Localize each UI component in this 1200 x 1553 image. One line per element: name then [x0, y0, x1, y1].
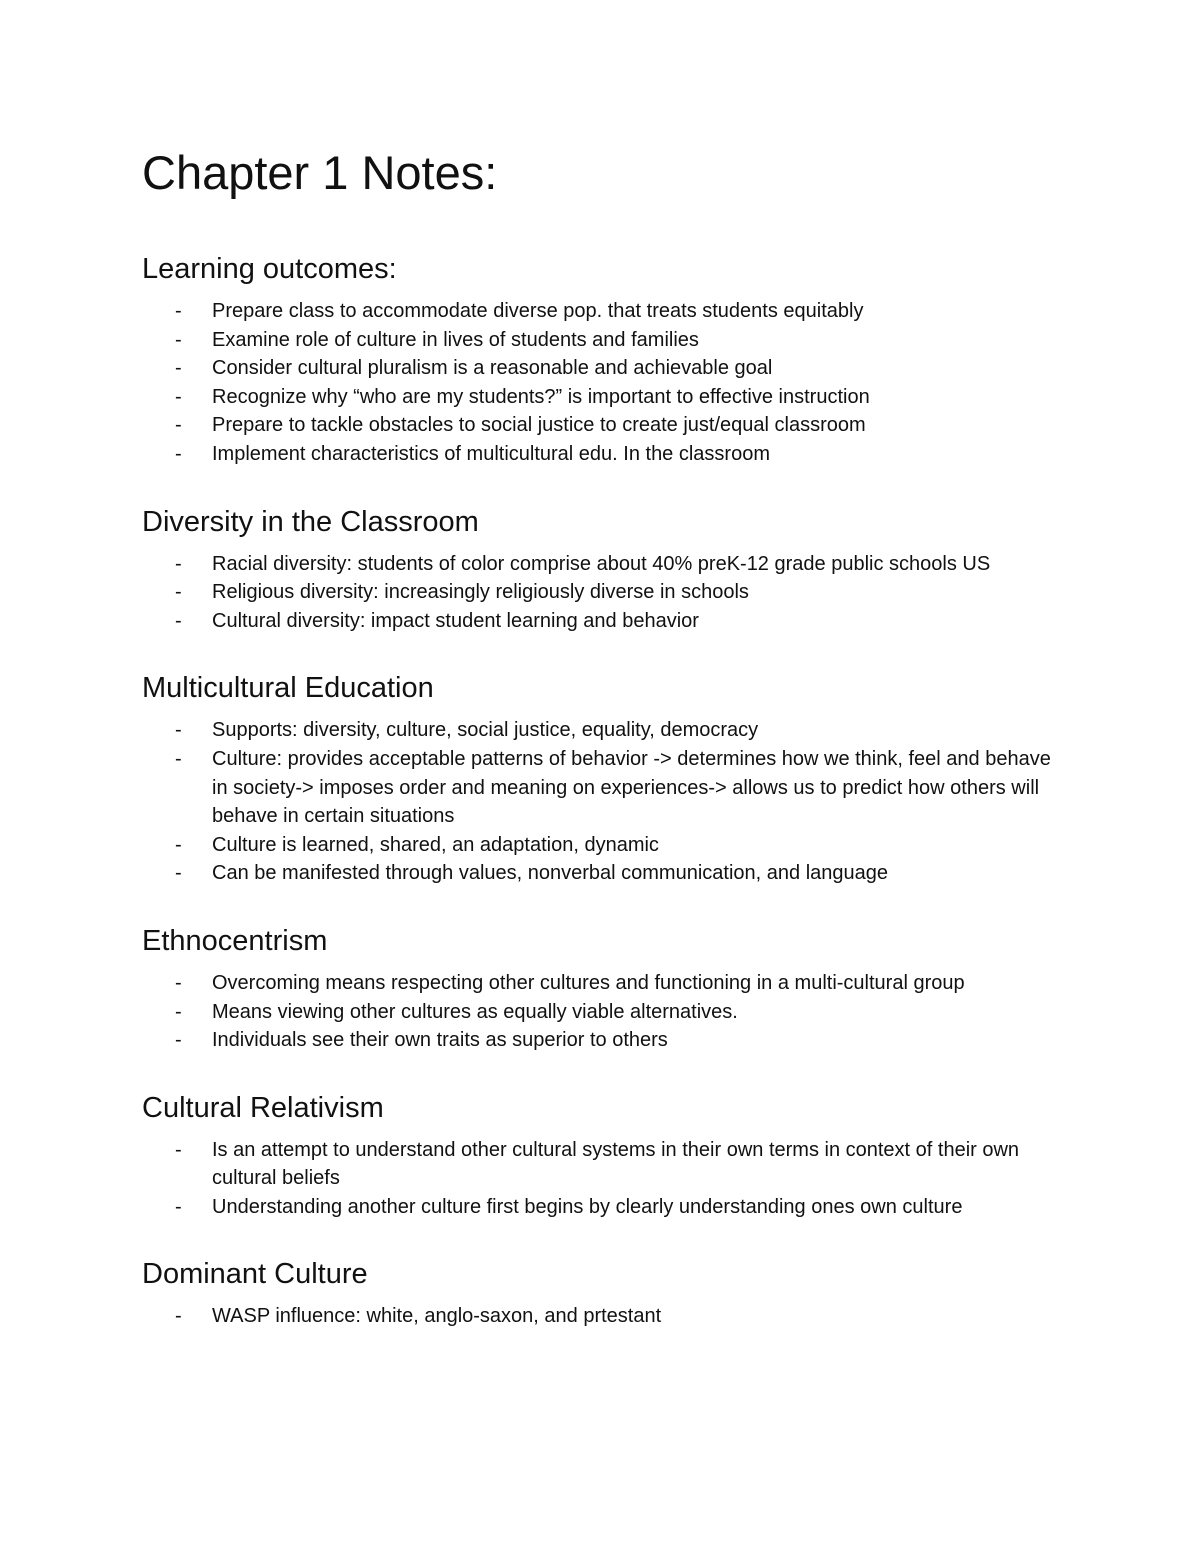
section-heading: Ethnocentrism [142, 924, 328, 957]
list-item [142, 745, 1062, 831]
bullet-list [142, 297, 1062, 469]
list-item-text: Means viewing other cultures as equally viable alternatives. [212, 1000, 738, 1023]
list-item [142, 607, 1062, 636]
list-item-text: Is an attempt to understand other cultural systems in their own terms in context of their own cultural beliefs [212, 1138, 1020, 1190]
list-item-text: Racial diversity: students of color comprise about 40% preK-12 grade public schools US [212, 552, 991, 575]
notes-sections [142, 251, 1062, 1331]
notes-section [142, 1256, 1062, 1331]
list-item [142, 716, 1062, 745]
list-item-text: Implement characteristics of multicultural edu. In the classroom [212, 442, 770, 465]
list-item-text: Culture is learned, shared, an adaptation, dynamic [212, 833, 659, 856]
bullet-dash: - [175, 1195, 182, 1218]
list-item [142, 411, 1062, 440]
list-item-text: Prepare class to accommodate diverse pop. that treats students equitably [212, 300, 864, 322]
page-title: Chapter 1 Notes: [142, 146, 498, 199]
notes-section [142, 670, 1062, 888]
section-heading: Cultural Relativism [142, 1091, 384, 1124]
bullet-list [142, 716, 1062, 888]
bullet-dash: - [175, 971, 182, 994]
list-item-text: Examine role of culture in lives of students and families [212, 328, 699, 351]
list-item [142, 969, 1062, 998]
list-item [142, 1026, 1062, 1055]
bullet-list [142, 969, 1062, 1055]
bullet-dash: - [175, 1000, 182, 1023]
section-heading: Multicultural Education [142, 672, 434, 705]
bullet-dash: - [175, 1305, 182, 1328]
list-item [142, 998, 1062, 1027]
list-item-text: WASP influence: white, anglo-saxon, and prtestant [212, 1305, 662, 1328]
bullet-dash: - [175, 414, 182, 437]
list-item [142, 578, 1062, 607]
notes-section [142, 923, 1062, 1055]
bullet-dash: - [175, 719, 182, 742]
section-heading: Dominant Culture [142, 1258, 368, 1291]
list-item-text: Culture: provides acceptable patterns of behavior -> determines how we think, feel and behave in society-> imposes order and meaning on experiences-> allows us to predict how others will behave in certain situations [212, 747, 1051, 828]
bullet-dash: - [175, 581, 182, 604]
list-item [142, 354, 1062, 383]
bullet-dash: - [175, 833, 182, 856]
list-item-text: Prepare to tackle obstacles to social justice to create just/equal classroom [212, 414, 866, 437]
list-item [142, 326, 1062, 355]
bullet-dash: - [175, 609, 182, 632]
list-item [142, 550, 1062, 579]
list-item [142, 831, 1062, 860]
list-item [142, 1193, 1062, 1222]
list-item-text: Religious diversity: increasingly religiously diverse in schools [212, 581, 749, 604]
bullet-dash: - [175, 300, 182, 322]
notes-section [142, 504, 1062, 636]
list-item-text: Understanding another culture first begins by clearly understanding ones own culture [212, 1195, 963, 1218]
bullet-list [142, 1136, 1062, 1222]
list-item [142, 440, 1062, 469]
list-item [142, 1136, 1062, 1193]
bullet-dash: - [175, 862, 182, 885]
bullet-list [142, 550, 1062, 636]
bullet-dash: - [175, 552, 182, 575]
list-item-text: Can be manifested through values, nonverbal communication, and language [212, 862, 888, 885]
bullet-dash: - [175, 385, 182, 408]
bullet-dash: - [175, 1138, 182, 1161]
bullet-dash: - [175, 357, 182, 380]
list-item-text: Supports: diversity, culture, social justice, equality, democracy [212, 719, 759, 742]
bullet-dash: - [175, 1029, 182, 1052]
bullet-dash: - [175, 328, 182, 351]
list-item [142, 859, 1062, 888]
list-item-text: Individuals see their own traits as superior to others [212, 1029, 668, 1052]
notes-section [142, 251, 1062, 469]
bullet-dash: - [175, 747, 182, 770]
section-heading: Diversity in the Classroom [142, 505, 479, 538]
document-body [142, 143, 1062, 1331]
list-item-text: Recognize why “who are my students?” is important to effective instruction [212, 385, 870, 408]
bullet-dash: - [175, 442, 182, 465]
list-item-text: Consider cultural pluralism is a reasonable and achievable goal [212, 357, 773, 380]
section-heading: Learning outcomes: [142, 253, 397, 285]
notes-section [142, 1090, 1062, 1222]
bullet-list [142, 1302, 1062, 1331]
list-item-text: Cultural diversity: impact student learning and behavior [212, 609, 699, 632]
list-item [142, 383, 1062, 412]
list-item-text: Overcoming means respecting other cultures and functioning in a multi-cultural group [212, 971, 965, 994]
list-item [142, 1302, 1062, 1331]
list-item [142, 297, 1062, 326]
